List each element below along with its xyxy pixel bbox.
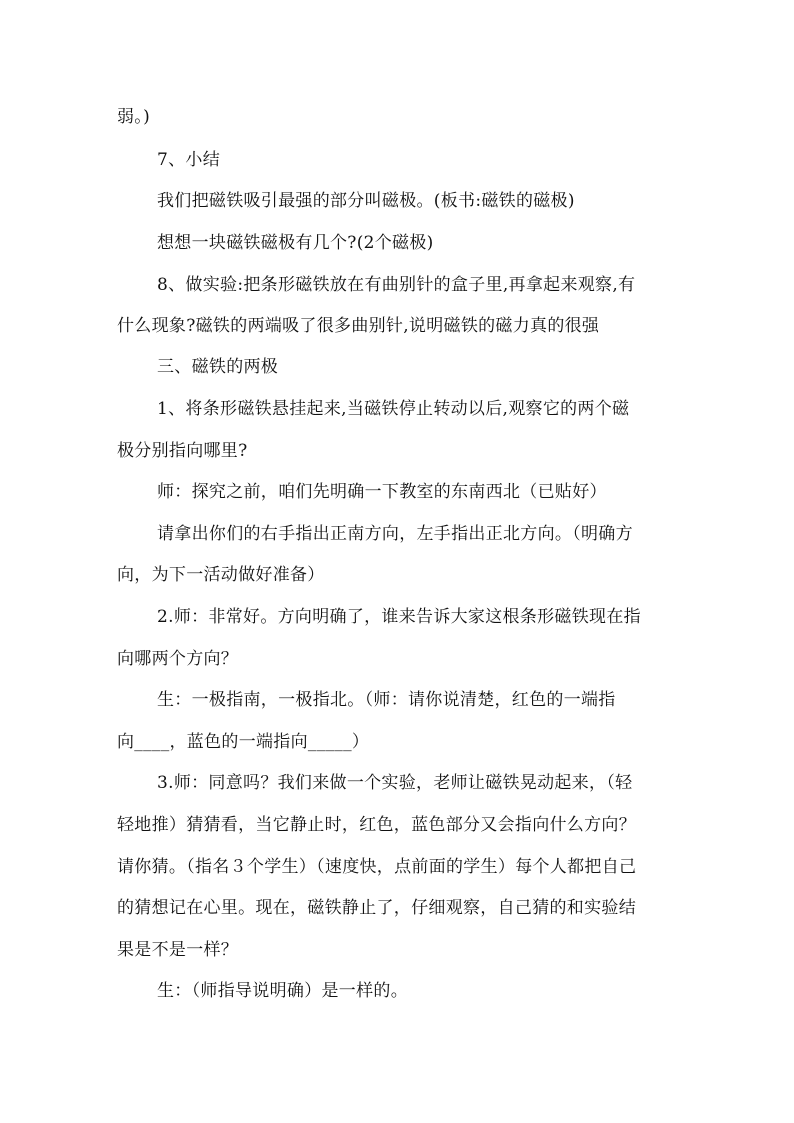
text-line: 轻地推）猜猜看，当它静止时，红色，蓝色部分又会指向什么方向？	[117, 815, 636, 835]
text-line-blanks: 向____，蓝色的一端指向_____）	[117, 732, 370, 752]
text-line: 的猜想记在心里。现在，磁铁静止了，仔细观察，自己猜的和实验结	[117, 898, 636, 918]
text-line-teacher: 师：探究之前，咱们先明确一下教室的东南西北（已贴好）	[157, 482, 607, 502]
text-line: 请你猜。（指名３个学生）（速度快，点前面的学生）每个人都把自己	[117, 857, 637, 877]
text-line-teacher: 3.师：同意吗？我们来做一个实验，老师让磁铁晃动起来，（轻	[157, 773, 633, 793]
text-line: 请拿出你们的右手指出正南方向，左手指出正北方向。（明确方	[157, 524, 633, 544]
text-line: 1、将条形磁铁悬挂起来,当磁铁停止转动以后,观察它的两个磁	[157, 399, 630, 419]
text-line: 我们把磁铁吸引最强的部分叫磁极。(板书:磁铁的磁极)	[157, 191, 575, 211]
text-line: 果是不是一样？	[117, 940, 239, 960]
text-line: 什么现象?磁铁的两端吸了很多曲别针,说明磁铁的磁力真的很强	[117, 316, 600, 336]
text-line: 想想一块磁铁磁极有几个?(2个磁极)	[157, 233, 434, 253]
text-line: 向，为下一活动做好准备）	[117, 565, 325, 585]
text-line-experiment: 8、做实验:把条形磁铁放在有曲别针的盒子里,再拿起来观察,有	[157, 275, 636, 295]
text-line: 极分别指向哪里?	[117, 441, 248, 461]
text-line-student: 生：一极指南，一极指北。（师：请你说清楚，红色的一端指	[157, 690, 616, 710]
section-heading: 三、磁铁的两极	[157, 357, 279, 377]
text-line: 向哪两个方向？	[117, 649, 239, 669]
text-line-teacher: 2.师：非常好。方向明确了，谁来告诉大家这根条形磁铁现在指	[157, 607, 641, 627]
text-line-continuation: 弱。)	[117, 107, 151, 127]
text-line-student: 生：（师指导说明确）是一样的。	[157, 981, 408, 1001]
heading-summary: 7、小结	[157, 150, 221, 170]
